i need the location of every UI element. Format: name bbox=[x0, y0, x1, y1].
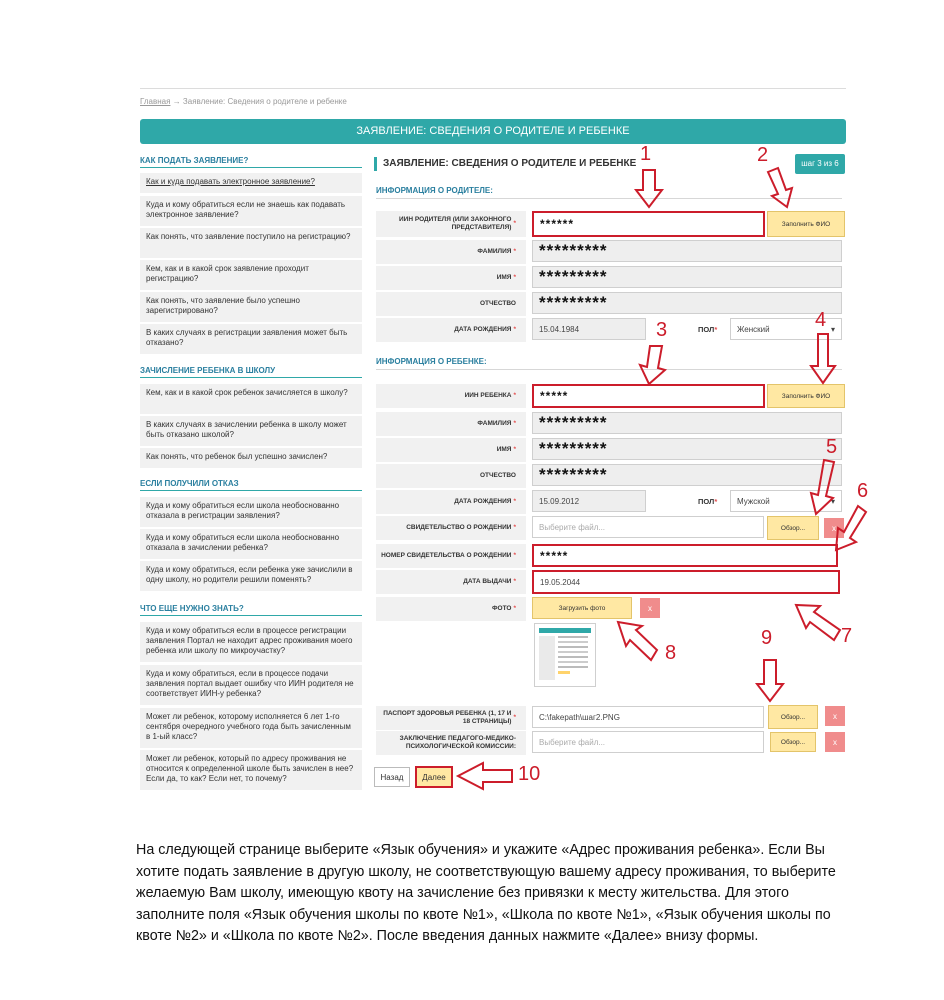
chevron-down-icon: ▾ bbox=[830, 324, 835, 334]
birth-cert-label: СВИДЕТЕЛЬСТВО О РОЖДЕНИИ * bbox=[376, 516, 526, 540]
annotation-arrow-2 bbox=[768, 168, 792, 207]
child-patronymic-label: ОТЧЕСТВО bbox=[376, 464, 526, 488]
sidebar-link[interactable]: Как понять, что ребенок был успешно зачислен? bbox=[140, 448, 362, 468]
parent-surname-label: ФАМИЛИЯ * bbox=[376, 240, 526, 264]
sidebar-link[interactable]: Кем, как и в какой срок ребенок зачисляется в школу? bbox=[140, 384, 362, 414]
sidebar-link[interactable]: Куда и кому обратиться если школа необоснованно отказала в регистрации заявления? bbox=[140, 497, 362, 527]
annotation-number-9: 9 bbox=[761, 627, 773, 649]
annotation-arrow-8 bbox=[618, 622, 657, 660]
sidebar-link[interactable]: В каких случаях в зачислении ребенка в школу может быть отказано школой? bbox=[140, 416, 362, 446]
commission-remove-button[interactable]: x bbox=[825, 732, 845, 752]
back-button[interactable]: Назад bbox=[374, 767, 410, 787]
birth-cert-remove-button[interactable]: x bbox=[824, 518, 844, 538]
commission-browse-button[interactable]: Обзор... bbox=[770, 732, 816, 752]
breadcrumb-arrow: → bbox=[172, 97, 181, 106]
sidebar-link[interactable]: Куда и кому обратиться если в процессе регистрации заявления Портал не находит адрес проживания моего ребенка или школу по микроучастку? bbox=[140, 622, 362, 662]
parent-patronymic-label: ОТЧЕСТВО bbox=[376, 292, 526, 316]
child-dob-label: ДАТА РОЖДЕНИЯ * bbox=[376, 490, 526, 514]
annotation-arrow-7 bbox=[796, 605, 840, 640]
sidebar-section-title: КАК ПОДАТЬ ЗАЯВЛЕНИЕ? bbox=[140, 156, 362, 168]
child-gender-value: Мужской bbox=[737, 496, 770, 506]
sidebar-link[interactable]: Может ли ребенок, который по адресу проживания не относится к определенной школе быть зачислен в нее? Если да, то как? Если нет, то почему? bbox=[140, 750, 362, 790]
parent-dob-label: ДАТА РОЖДЕНИЯ * bbox=[376, 318, 526, 342]
annotation-arrow-1 bbox=[636, 170, 662, 207]
commission-file-field[interactable]: Выберите файл... bbox=[532, 731, 764, 753]
annotation-arrow-9 bbox=[757, 660, 783, 701]
annotation-arrow-6 bbox=[836, 506, 866, 550]
annotation-number-6: 6 bbox=[857, 480, 869, 502]
birth-cert-browse-button[interactable]: Обзор... bbox=[767, 516, 819, 540]
commission-label: ЗАКЛЮЧЕНИЕ ПЕДАГОГО-МЕДИКО-ПСИХОЛОГИЧЕСКОЙ КОМИССИИ: bbox=[376, 731, 526, 755]
parent-fill-name-button[interactable]: Заполнить ФИО bbox=[767, 211, 845, 237]
photo-label: ФОТО * bbox=[376, 597, 526, 621]
sidebar-link[interactable]: Куда и кому обратиться, если в процессе подачи заявления портал выдает ошибку что ИИН родителя не соответствует ИИН-у ребенка? bbox=[140, 665, 362, 705]
child-iin-label: ИИН РЕБЕНКА * bbox=[376, 384, 526, 408]
upload-photo-button[interactable]: Загрузить фото bbox=[532, 597, 632, 619]
breadcrumb-home-link[interactable]: Главная bbox=[140, 97, 171, 106]
sidebar-link[interactable]: Может ли ребенок, которому исполняется 6 лет 1-го сентября очередного учебного года быть зачисленным в 1-ый класс? bbox=[140, 708, 362, 748]
annotation-number-4: 4 bbox=[815, 309, 827, 331]
photo-remove-button[interactable]: x bbox=[640, 598, 660, 618]
annotation-number-8: 8 bbox=[665, 642, 677, 664]
birth-cert-number-field[interactable]: ***** bbox=[532, 544, 838, 567]
parent-iin-label: ИИН РОДИТЕЛЯ (ИЛИ ЗАКОННОГО ПРЕДСТАВИТЕЛЯ) * bbox=[376, 211, 526, 237]
parent-section-title: ИНФОРМАЦИЯ О РОДИТЕЛЕ: bbox=[376, 186, 842, 199]
parent-name-label: ИМЯ * bbox=[376, 266, 526, 290]
parent-patronymic-field[interactable]: ********* bbox=[532, 292, 842, 314]
sidebar-link[interactable]: В каких случаях в регистрации заявления может быть отказано? bbox=[140, 324, 362, 354]
sidebar-section-title: ЕСЛИ ПОЛУЧИЛИ ОТКАЗ bbox=[140, 479, 362, 491]
child-iin-field[interactable]: ***** bbox=[532, 384, 765, 408]
form-title: ЗАЯВЛЕНИЕ: СВЕДЕНИЯ О РОДИТЕЛЕ И РЕБЕНКЕ bbox=[374, 157, 636, 171]
annotation-number-10: 10 bbox=[518, 763, 541, 785]
page-banner: ЗАЯВЛЕНИЕ: СВЕДЕНИЯ О РОДИТЕЛЕ И РЕБЕНКЕ bbox=[140, 119, 846, 144]
sidebar-link[interactable]: Как и куда подавать электронное заявление? bbox=[140, 173, 362, 193]
annotation-number-2: 2 bbox=[757, 144, 769, 166]
sidebar-section-title: ЧТО ЕЩЕ НУЖНО ЗНАТЬ? bbox=[140, 604, 362, 616]
annotation-arrow-10 bbox=[458, 763, 512, 789]
parent-gender-value: Женский bbox=[737, 324, 770, 334]
sidebar-link[interactable]: Куда и кому обратиться, если ребенка уже зачислили в одну школу, но родители решили поменять? bbox=[140, 561, 362, 591]
sidebar-link[interactable]: Куда и кому обратиться если не знаешь как подавать электронное заявление? bbox=[140, 196, 362, 226]
child-patronymic-field[interactable]: ********* bbox=[532, 464, 842, 486]
annotation-number-5: 5 bbox=[826, 436, 838, 458]
parent-dob-field[interactable]: 15.04.1984 bbox=[532, 318, 646, 340]
child-surname-field[interactable]: ********* bbox=[532, 412, 842, 434]
birth-cert-number-label: НОМЕР СВИДЕТЕЛЬСТВА О РОЖДЕНИИ * bbox=[376, 544, 526, 568]
annotation-number-7: 7 bbox=[841, 625, 853, 647]
child-name-field[interactable]: ********* bbox=[532, 438, 842, 460]
annotation-arrow-5 bbox=[811, 460, 834, 514]
sidebar-link[interactable]: Кем, как и в какой срок заявление проходит регистрацию? bbox=[140, 260, 362, 290]
child-gender-label: ПОЛ* bbox=[698, 497, 718, 506]
issue-date-field[interactable]: 19.05.2044 bbox=[532, 570, 840, 594]
child-section-title: ИНФОРМАЦИЯ О РЕБЕНКЕ: bbox=[376, 357, 842, 370]
instruction-paragraph: На следующей странице выберите «Язык обучения» и укажите «Адрес проживания ребенка». Если Вы хотите подать заявление в другую школу, не соответствующую вашему адресу проживания, то выберите желаемую Вам школу, имеющую квоту на зачисление без привязки к месту жительства. Для этого заполните поля «Язык обучения школы по квоте №1», «Школа по квоте №1», «Язык обучения школы по квоте №2» и «Школа по квоте №2». После введения данных нажмите «Далее» внизу формы. bbox=[136, 842, 836, 944]
health-passport-remove-button[interactable]: x bbox=[825, 706, 845, 726]
annotation-number-3: 3 bbox=[656, 319, 668, 341]
sidebar-link[interactable]: Куда и кому обратиться если школа необоснованно отказала в зачислении ребенка? bbox=[140, 529, 362, 559]
health-passport-browse-button[interactable]: Обзор... bbox=[768, 705, 818, 729]
child-fill-name-button[interactable]: Заполнить ФИО bbox=[767, 384, 845, 408]
parent-name-field[interactable]: ********* bbox=[532, 266, 842, 288]
child-dob-field[interactable]: 15.09.2012 bbox=[532, 490, 646, 512]
child-name-label: ИМЯ * bbox=[376, 438, 526, 462]
annotation-arrow-3 bbox=[640, 346, 665, 384]
sidebar-link[interactable]: Как понять, что заявление поступило на регистрацию? bbox=[140, 228, 362, 258]
issue-date-label: ДАТА ВЫДАЧИ * bbox=[376, 570, 526, 594]
step-badge: шаг 3 из 6 bbox=[795, 154, 845, 174]
parent-surname-field[interactable]: ********* bbox=[532, 240, 842, 262]
health-passport-label: ПАСПОРТ ЗДОРОВЬЯ РЕБЕНКА (1, 17 И 18 СТРАНИЦЫ) * bbox=[376, 706, 526, 730]
parent-gender-label: ПОЛ* bbox=[698, 325, 718, 334]
health-passport-file-field[interactable]: C:\fakepath\шаг2.PNG bbox=[532, 706, 764, 728]
annotation-number-1: 1 bbox=[640, 143, 652, 165]
child-surname-label: ФАМИЛИЯ * bbox=[376, 412, 526, 436]
breadcrumb-current: Заявление: Сведения о родителе и ребенке bbox=[182, 97, 347, 106]
sidebar-link[interactable]: Как понять, что заявление было успешно зарегистрировано? bbox=[140, 292, 362, 322]
next-button[interactable]: Далее bbox=[415, 766, 453, 788]
birth-cert-file-field[interactable]: Выберите файл... bbox=[532, 516, 764, 538]
annotation-arrow-4 bbox=[811, 334, 835, 383]
sidebar-section-title: ЗАЧИСЛЕНИЕ РЕБЕНКА В ШКОЛУ bbox=[140, 366, 362, 378]
parent-iin-field[interactable]: ****** bbox=[532, 211, 765, 237]
chevron-down-icon: ▾ bbox=[830, 496, 835, 506]
